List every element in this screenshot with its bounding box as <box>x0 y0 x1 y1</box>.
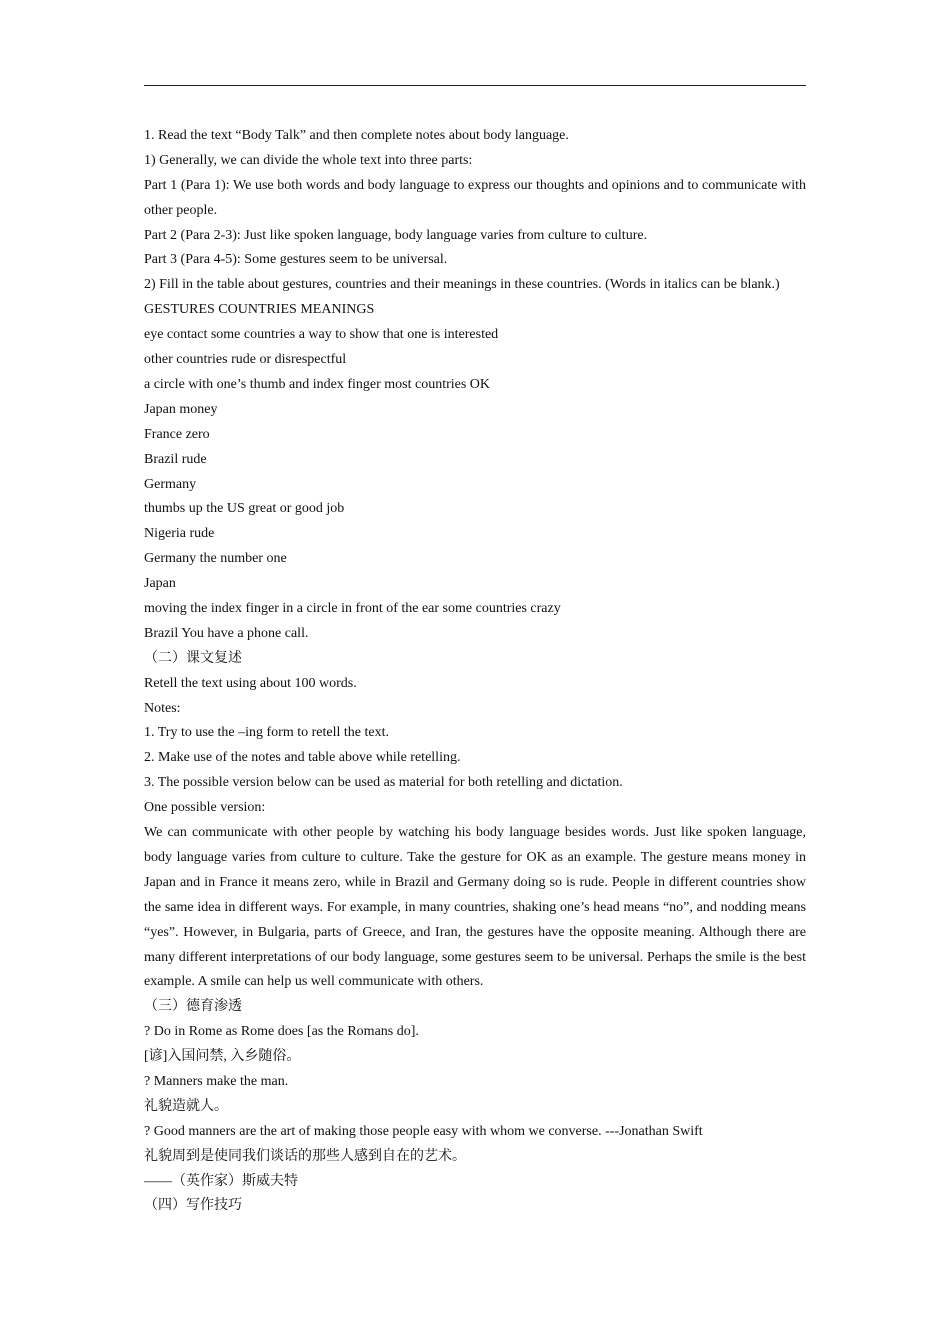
table-row: Japan <box>144 576 176 592</box>
proverb-english: ? Do in Rome as Rome does [as the Romans do]. <box>144 1024 419 1040</box>
quote-english: ? Good manners are the art of making those people easy with whom we converse. ---Jonathan Swift <box>144 1123 703 1139</box>
note-item: 1. Try to use the –ing form to retell the text. <box>144 725 389 741</box>
version-label: One possible version: <box>144 800 266 816</box>
table-row: Germany the number one <box>144 551 287 567</box>
table-row: thumbs up the US great or good job <box>144 501 345 517</box>
parts-intro: 1) Generally, we can divide the whole text into three parts: <box>144 152 473 168</box>
quote-attribution: ——（英作家）斯威夫特 <box>144 1173 298 1189</box>
task-heading: 1. Read the text “Body Talk” and then complete notes about body language. <box>144 128 569 143</box>
part-3: Part 3 (Para 4-5): Some gestures seem to be universal. <box>144 252 448 268</box>
quote-chinese: 礼貌周到是使同我们谈话的那些人感到自在的艺术。 <box>144 1148 466 1164</box>
notes-label: Notes: <box>144 700 181 716</box>
table-row: other countries rude or disrespectful <box>144 352 347 368</box>
table-row: Brazil rude <box>144 451 207 467</box>
note-item: 2. Make use of the notes and table above while retelling. <box>144 750 461 766</box>
table-row: moving the index finger in a circle in front of the ear some countries crazy <box>144 600 561 616</box>
table-row: eye contact some countries a way to show that one is interested <box>144 327 499 343</box>
table-row: Nigeria rude <box>144 526 215 542</box>
table-row: Germany <box>144 476 197 492</box>
proverb-chinese: 礼貌造就人。 <box>144 1098 228 1114</box>
section-heading-writing: （四）写作技巧 <box>144 1198 242 1214</box>
note-item: 3. The possible version below can be used as material for both retelling and dictation. <box>144 775 623 791</box>
document-body <box>144 124 806 1219</box>
section-heading-retell: （二）课文复述 <box>144 650 242 666</box>
table-row: Japan money <box>144 401 218 417</box>
proverb-chinese: [谚]入国问禁, 入乡随俗。 <box>144 1049 301 1065</box>
possible-version-paragraph: We can communicate with other people by watching his body language besides words. Just like spoken language, body language varies from culture to culture. Take the gesture for OK as an example. The gesture means money in Japan and in France it means zero, while in Brazil and Germany doing so is rude. People in different countries show the same idea in different ways. For example, in many countries, shaking one’s head means “no”, and nodding means “yes”. However, in Bulgaria, parts of Greece, and Iran, the gestures have the opposite meaning. Although there are many different interpretations of our body language, some gestures seem to be universal. Perhaps the smile is the best example. A smile can help us well communicate with others. <box>144 824 806 990</box>
part-1: Part 1 (Para 1): We use both words and body language to express our thoughts and opinions and to communicate with other people. <box>144 177 806 218</box>
table-row: France zero <box>144 426 210 442</box>
table-header: GESTURES COUNTRIES MEANINGS <box>144 302 375 318</box>
section-heading-moral: （三）德育渗透 <box>144 999 242 1015</box>
retell-instruction: Retell the text using about 100 words. <box>144 675 357 691</box>
table-row: a circle with one’s thumb and index finger most countries OK <box>144 376 491 392</box>
proverb-english: ? Manners make the man. <box>144 1073 289 1089</box>
part-2: Part 2 (Para 2-3): Just like spoken language, body language varies from culture to culture. <box>144 227 648 243</box>
header-rule <box>144 85 806 86</box>
table-row: Brazil You have a phone call. <box>144 625 309 641</box>
table-instruction: 2) Fill in the table about gestures, countries and their meanings in these countries. (Words in italics can be blank.) <box>144 277 780 293</box>
